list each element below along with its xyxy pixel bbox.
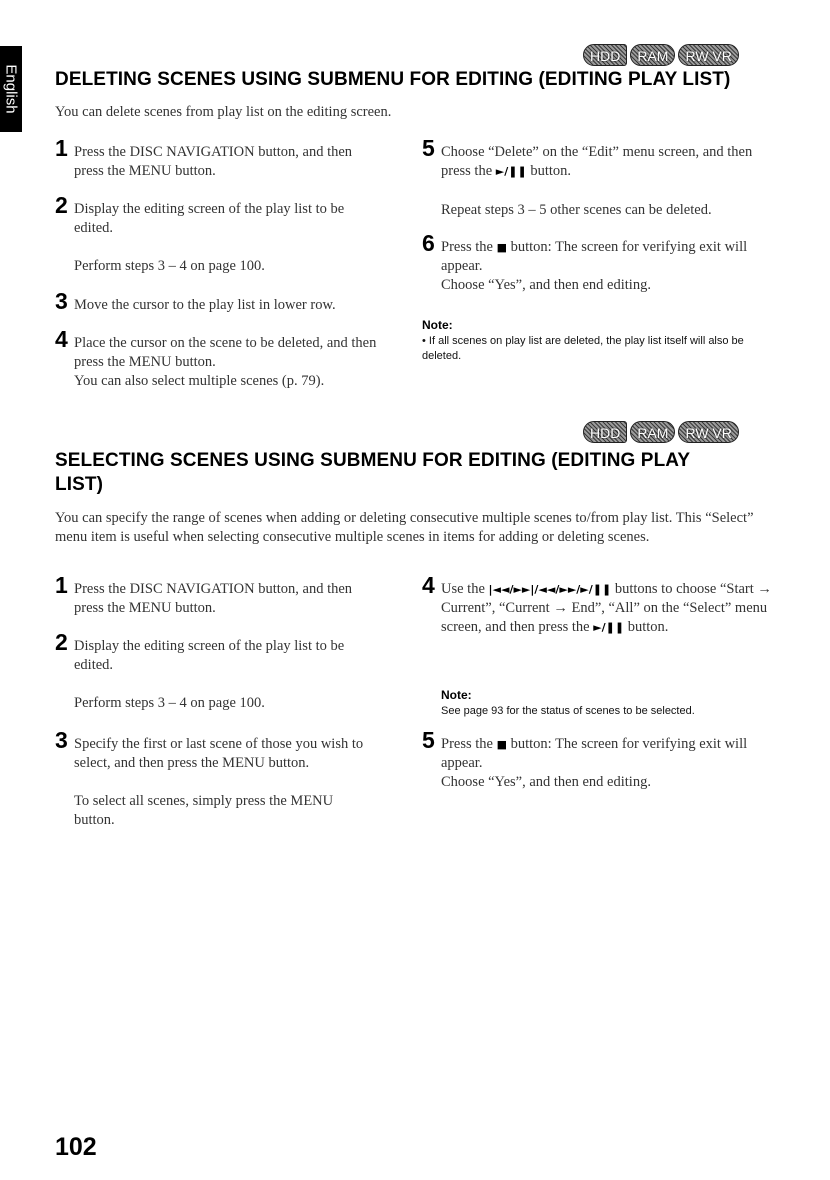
badge-rw-vr: RW VR (678, 421, 738, 443)
badge-ram: RAM (630, 44, 675, 66)
section1-step-4 (55, 326, 385, 391)
step-number: 5 (422, 135, 435, 161)
badge-hdd: HDD (583, 421, 627, 443)
section2-step-2 (55, 629, 385, 713)
step-number: 3 (55, 727, 68, 753)
step-number: 2 (55, 629, 68, 655)
section1-title: DELETING SCENES USING SUBMENU FOR EDITING (EDITING PLAY LIST) (55, 69, 731, 90)
step-number: 4 (55, 326, 68, 352)
stop-symbol: ■ (496, 738, 507, 751)
step-text: Press the DISC NAVIGATION button, and then press the MENU button. (74, 144, 353, 179)
step-subtext: To select all scenes, simply press the MENU button. (74, 793, 334, 828)
media-badges-section2 (583, 421, 739, 443)
step-text: Press the ■ button: The screen for verifying exit will appear. (441, 736, 748, 771)
language-tab (0, 46, 22, 132)
step-number: 1 (55, 572, 68, 598)
step-number: 1 (55, 135, 68, 161)
section1-step-5 (422, 135, 772, 181)
step-subtext: Choose “Yes”, and then end editing. (441, 774, 651, 790)
section2-intro: You can specify the range of scenes when adding or deleting consecutive multiple scenes to/from play list. This “Select” menu item is useful when selecting consecutive multiple scenes in items for adding or deleting scenes. (55, 510, 754, 545)
section2-step-5 (422, 727, 772, 792)
section1-step-2 (55, 192, 385, 276)
section2-step-4 (422, 572, 772, 637)
step-subtext: Perform steps 3 – 4 on page 100. (74, 258, 265, 274)
step-text: Press the ■ button: The screen for verifying exit will appear. (441, 239, 748, 274)
step-subtext: You can also select multiple scenes (p. 79). (74, 373, 325, 389)
step-text: Specify the first or last scene of those you wish to select, and then press the MENU button. (74, 736, 364, 771)
section1-step-3 (55, 288, 400, 315)
play-pause-symbol: ►/❚❚ (495, 165, 527, 178)
section2-step-3 (55, 727, 380, 830)
step-text: Press the DISC NAVIGATION button, and then press the MENU button. (74, 581, 353, 616)
page-number: 102 (55, 1133, 97, 1161)
step-text: Display the editing screen of the play list to be edited. (74, 201, 345, 236)
section1-step-6 (422, 230, 772, 295)
stop-symbol: ■ (496, 241, 507, 254)
step-subtext: Perform steps 3 – 4 on page 100. (74, 695, 265, 711)
section2-note-text: See page 93 for the status of scenes to be selected. (441, 705, 695, 717)
step-subtext: Choose “Yes”, and then end editing. (441, 277, 651, 293)
section1-repeat-text: Repeat steps 3 – 5 other scenes can be deleted. (441, 202, 712, 218)
badge-hdd: HDD (583, 44, 627, 66)
step-text: Choose “Delete” on the “Edit” menu screen, and then press the ►/❚❚ button. (441, 144, 753, 179)
language-tab-label: English (2, 64, 20, 114)
badge-rw-vr: RW VR (678, 44, 738, 66)
step-number: 6 (422, 230, 435, 256)
step-number: 3 (55, 288, 68, 314)
media-badges-section1 (583, 44, 739, 66)
section1-note-label: Note: (422, 318, 453, 332)
step-number: 2 (55, 192, 68, 218)
section1-note-text: • If all scenes on play list are deleted, the play list itself will also be deleted. (422, 335, 744, 362)
step-number: 4 (422, 572, 435, 598)
section1-intro: You can delete scenes from play list on the editing screen. (55, 104, 392, 120)
transport-buttons-symbol: |◄◄/►►|/◄◄/►►/►/❚❚ (488, 583, 612, 596)
section1-step-1 (55, 135, 385, 181)
play-pause-symbol: ►/❚❚ (593, 621, 625, 634)
step-text: Display the editing screen of the play list to be edited. (74, 638, 345, 673)
section2-title: SELECTING SCENES USING SUBMENU FOR EDITING (EDITING PLAY LIST) (55, 450, 691, 495)
step-number: 5 (422, 727, 435, 753)
step-text: Place the cursor on the scene to be deleted, and then press the MENU button. (74, 335, 377, 370)
step-text: Use the |◄◄/►►|/◄◄/►►/►/❚❚ buttons to choose “Start → Current”, “Current → End”, “All” on the “Select” menu screen, and then press the ►/❚❚ button. (441, 581, 772, 635)
section2-note-label: Note: (441, 688, 472, 702)
badge-ram: RAM (630, 421, 675, 443)
section2-step-1 (55, 572, 385, 618)
step-text: Move the cursor to the play list in lower row. (74, 297, 336, 313)
